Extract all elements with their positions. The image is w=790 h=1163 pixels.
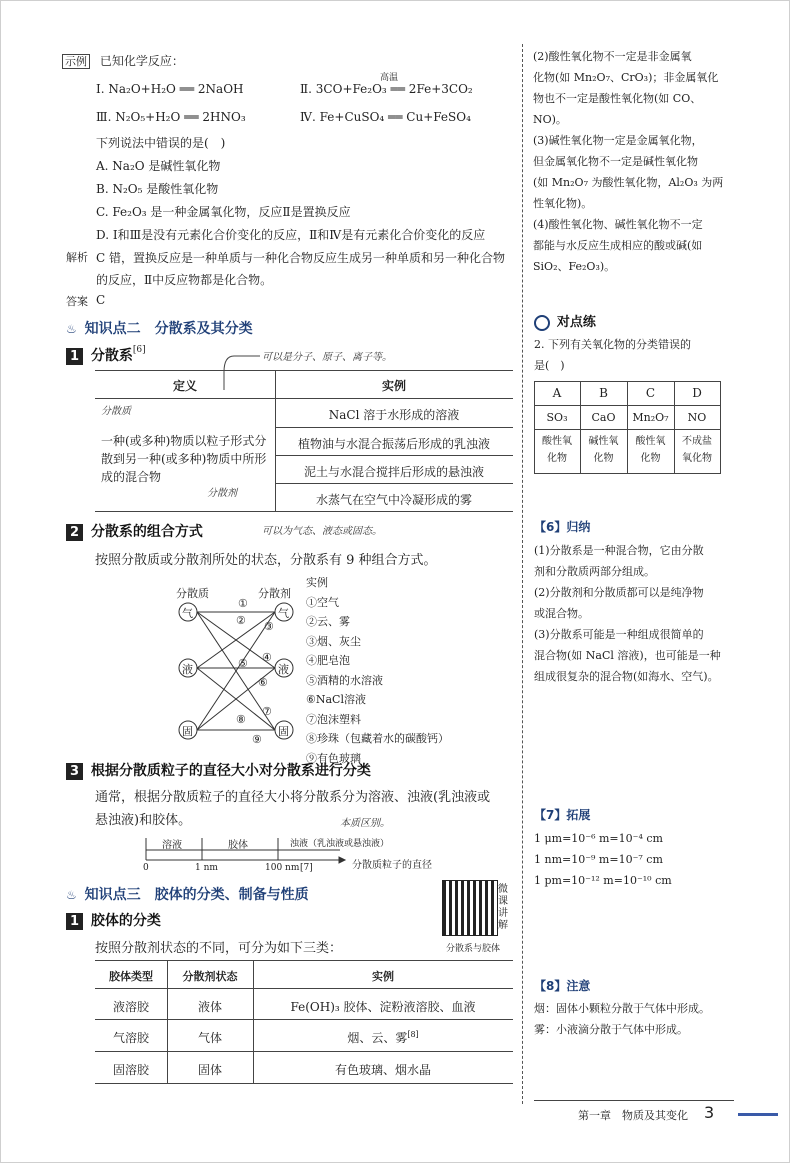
practice-question xyxy=(534,334,754,376)
sb-p3-4: 性氧化物)。 xyxy=(533,197,593,210)
s2-text: 按照分散质或分散剂所处的状态，分散系有 9 种组合方式。 xyxy=(95,553,437,568)
n8-2: 雾：小液滴分散于气体中形成。 xyxy=(534,1023,688,1036)
answer-value: C xyxy=(96,293,106,307)
def-note-top: 分散质 xyxy=(101,406,131,417)
combo-examples xyxy=(306,573,449,768)
combo-example-2: ②云、雾 xyxy=(306,615,350,628)
qr-side-label: 微课讲解 xyxy=(498,884,508,931)
sb-p4-2: 都能与水反应生成相应的酸或碱(如 xyxy=(533,239,703,252)
note6-body xyxy=(534,540,756,687)
practice-q-1: 2. 下列有关氧化物的分类错误的 xyxy=(534,338,691,351)
practice-table xyxy=(534,381,721,474)
combo-num-2: ② xyxy=(236,614,246,627)
n6-2: 剂和分散质两部分组成。 xyxy=(534,565,655,578)
combo-num-6: ⑥ xyxy=(258,676,268,689)
colloid-row-3-state: 固体 xyxy=(197,1063,222,1077)
pt-r1-b: CaO xyxy=(591,411,616,424)
sb-p2-2: 化物(如 Mn₂O₇、CrO₃)；非金属氧化 xyxy=(533,71,719,84)
reaction-2: Ⅱ. 3CO+Fe₂O₃ ══ 2Fe+3CO₂ xyxy=(300,82,473,96)
example-row-4: 水蒸气在空气中冷凝形成的雾 xyxy=(315,493,472,507)
note7-body xyxy=(534,828,756,891)
pt-head-b: B xyxy=(599,386,608,400)
sb-p3-1: (3)碱性氧化物一定是金属氧化物， xyxy=(533,134,703,147)
state-liquid-left: 液 xyxy=(182,663,193,676)
reaction-2-condition: 高温 xyxy=(380,73,399,83)
colloid-row-3-example: 有色玻璃、烟水晶 xyxy=(334,1063,431,1077)
kp2-title: 知识点二 分散系及其分类 xyxy=(84,321,253,337)
kp3-s1-title: 胶体的分类 xyxy=(90,913,161,929)
s1-title: 分散系 xyxy=(90,348,133,364)
pt-r1-d: NO xyxy=(687,411,707,424)
diagram-right-label: 分散剂 xyxy=(258,587,291,600)
option-b: B. N₂O₅ 是酸性氧化物 xyxy=(96,182,219,196)
note8-title: 【8】注意 xyxy=(534,979,591,993)
pt-head-a: A xyxy=(552,386,562,400)
kp3-heading xyxy=(66,884,309,904)
analysis-line-2: 的反应，Ⅱ中反应物都是化合物。 xyxy=(96,273,273,287)
footer-accent-bar xyxy=(738,1113,778,1116)
pt-r2-c xyxy=(627,433,674,467)
state-liquid-right: 液 xyxy=(278,663,289,676)
colloid-row-2-ref: [8] xyxy=(407,1030,419,1039)
example-tag: 示例 xyxy=(62,54,90,69)
kp3-title: 知识点三 胶体的分类、制备与性质 xyxy=(84,887,309,903)
sb-p2-1: (2)酸性氧化物不一定是非金属氧 xyxy=(533,50,692,63)
sb-p4-1: (4)酸性氧化物、碱性氧化物不一定 xyxy=(533,218,703,231)
example-row-1: NaCl 溶于水形成的溶液 xyxy=(328,408,460,422)
reaction-1: Ⅰ. Na₂O+H₂O ══ 2NaOH xyxy=(96,82,244,96)
n7-1: 1 μm=10⁻⁶ m=10⁻⁴ cm xyxy=(534,832,663,845)
pt-r2-b-1: 碱性氧 xyxy=(588,436,619,447)
def-line-2: 散到另一种(或多种)物质中所形 xyxy=(101,452,267,466)
analysis-tag xyxy=(66,249,88,265)
def-line-3: 成的混合物 xyxy=(101,470,162,484)
th-colloid-type: 胶体类型 xyxy=(109,970,153,983)
sb-p4-3: SiO₂、Fe₂O₃)。 xyxy=(533,260,616,273)
n6-5: (3)分散系可能是一种组成很简单的 xyxy=(534,628,704,641)
state-gas-right: 气 xyxy=(278,607,289,620)
qr-caption: 分散系与胶体 xyxy=(446,944,501,954)
section-number: 1 xyxy=(66,348,83,365)
s3-text-2: 悬浊液)和胶体。 xyxy=(95,813,192,828)
note7-title: 【7】拓展 xyxy=(534,808,591,822)
state-solid-right: 固 xyxy=(278,725,289,738)
pt-r2-d-2: 氧化物 xyxy=(682,453,712,464)
state-gas-left: 气 xyxy=(182,607,193,620)
kp3-s1-heading xyxy=(66,910,161,930)
kp2-s1-heading xyxy=(66,345,146,365)
state-solid-left: 固 xyxy=(182,725,193,738)
practice-heading xyxy=(534,311,596,331)
combo-num-9: ⑨ xyxy=(252,733,262,746)
option-c: C. Fe₂O₃ 是一种金属氧化物，反应Ⅱ是置换反应 xyxy=(96,205,351,219)
axis-tick-1: 1 nm xyxy=(195,863,218,873)
kp2-s3-heading xyxy=(66,760,371,780)
colloid-row-2-type: 气溶胶 xyxy=(112,1031,149,1045)
combo-example-7: ⑦泡沫塑料 xyxy=(306,712,361,726)
combo-num-3: ③ xyxy=(264,620,274,633)
dispersion-table xyxy=(95,370,513,512)
answer-label: 答案 xyxy=(66,295,88,308)
axis-seg-colloid: 胶体 xyxy=(228,840,248,851)
n6-4: 或混合物。 xyxy=(534,607,589,620)
example-row-3: 泥土与水混合搅拌后形成的悬浊液 xyxy=(303,465,484,479)
combo-num-5: ⑤ xyxy=(238,657,248,670)
flask-icon: ♨ xyxy=(66,322,77,336)
option-a: A. Na₂O 是碱性氧化物 xyxy=(96,159,221,173)
colloid-row-1-type: 液溶胶 xyxy=(112,1000,149,1014)
combo-examples-title: 实例 xyxy=(306,576,328,589)
colloid-row-1-example: Fe(OH)₃ 胶体、淀粉液溶胶、血液 xyxy=(290,1000,476,1014)
footer-page-number: 3 xyxy=(704,1103,715,1122)
n6-6: 混合物(如 NaCl 溶液)，也可能是一种 xyxy=(534,649,721,662)
sb-p3-3: (如 Mn₂O₇ 为酸性氧化物，Al₂O₃ 为两 xyxy=(533,176,724,189)
sb-p2-3: 物也不一定是酸性氧化物(如 CO、 xyxy=(533,92,702,105)
flask-icon: ♨ xyxy=(66,888,77,902)
s3-text-1: 通常，根据分散质粒子的直径大小将分散系分为溶液、浊液(乳浊液或 xyxy=(95,790,491,805)
question-stem: 下列说法中错误的是( ) xyxy=(96,136,226,150)
combo-example-6: ⑥NaCl溶液 xyxy=(306,693,366,706)
pt-head-c: C xyxy=(645,386,656,400)
n7-3: 1 pm=10⁻¹² m=10⁻¹⁰ cm xyxy=(534,874,672,887)
kp2-s2-heading xyxy=(66,521,203,541)
note8-body xyxy=(534,998,756,1040)
pt-r2-c-1: 酸性氧 xyxy=(635,436,666,447)
pt-r2-a-1: 酸性氧 xyxy=(542,436,572,447)
s3-handnote: 本质区别。 xyxy=(340,818,390,829)
axis-seg-solution: 溶液 xyxy=(162,840,182,851)
combo-num-7: ⑦ xyxy=(262,705,272,718)
footer-rule xyxy=(534,1100,734,1101)
note6-title: 【6】归纳 xyxy=(534,520,591,534)
reaction-3: Ⅲ. N₂O₅+H₂O ══ 2HNO₃ xyxy=(96,110,246,124)
colloid-table xyxy=(95,960,513,1084)
pt-r2-a xyxy=(534,433,580,467)
section-number-kp3: 1 xyxy=(66,913,83,930)
s1-handnote: 可以是分子、原子、离子等。 xyxy=(262,352,392,363)
analysis-line-1: C 错，置换反应是一种单质与一种化合物反应生成另一种单质和另一种化合物 xyxy=(96,251,505,265)
pt-r2-d-1: 不成盐 xyxy=(682,436,712,447)
n6-1: (1)分散系是一种混合物，它由分散 xyxy=(534,544,704,557)
section-number-3: 3 xyxy=(66,763,83,780)
combo-example-9: ⑨有色玻璃 xyxy=(306,751,361,765)
def-line-1: 一种(或多种)物质以粒子形式分 xyxy=(101,434,267,448)
option-d: D. Ⅰ和Ⅲ是没有元素化合价变化的反应，Ⅱ和Ⅳ是有元素化合价变化的反应 xyxy=(96,228,486,242)
th-dispersant-state: 分散剂状态 xyxy=(182,970,238,983)
reaction-4: Ⅳ. Fe+CuSO₄ ══ Cu+FeSO₄ xyxy=(300,110,471,124)
practice-title: 对点练 xyxy=(556,315,596,330)
pt-r2-b xyxy=(580,433,627,467)
colloid-row-2-example-text: 烟、云、雾 xyxy=(347,1031,408,1045)
def-note-bottom: 分散剂 xyxy=(207,488,237,499)
kp2-heading xyxy=(66,318,253,338)
footer-chapter: 第一章 物质及其变化 xyxy=(578,1109,688,1122)
s3-title: 根据分散质粒子的直径大小对分散系进行分类 xyxy=(90,763,371,779)
kp3-s1-text: 按照分散剂状态的不同，可分为如下三类： xyxy=(95,941,343,956)
th-example: 实例 xyxy=(381,379,406,393)
target-icon xyxy=(534,315,550,331)
pt-r1-c: Mn₂O₇ xyxy=(632,411,669,424)
n7-2: 1 nm=10⁻⁹ m=10⁻⁷ cm xyxy=(534,853,663,866)
axis-seg-turbid: 浊液（乳浊液或悬浊液） xyxy=(290,839,390,849)
s2-title: 分散系的组合方式 xyxy=(90,524,203,540)
combo-example-8: ⑧珍珠（包藏着水的碳酸钙） xyxy=(306,732,449,745)
answer-tag xyxy=(66,293,88,309)
sb-p2-4: NO)。 xyxy=(533,113,567,126)
example-block xyxy=(62,52,184,69)
pt-head-d: D xyxy=(692,386,702,400)
sidebar-oxides-notes xyxy=(533,46,755,277)
n6-7: 组成很复杂的混合物(如海水、空气)。 xyxy=(534,670,719,683)
example-row-2: 植物油与水混合振荡后形成的乳浊液 xyxy=(297,437,490,451)
pt-r1-a: SO₃ xyxy=(546,411,568,424)
axis-label: 分散质粒子的直径 xyxy=(352,860,432,871)
axis-tick-100: 100 nm xyxy=(265,863,300,873)
colloid-row-2-example xyxy=(253,1029,513,1046)
s1-ref: [6] xyxy=(132,345,146,355)
combo-num-1: ① xyxy=(238,597,248,610)
pt-r2-b-2: 化物 xyxy=(593,453,614,464)
s2-handnote: 可以为气态、液态或固态。 xyxy=(262,526,382,537)
combo-example-4: ④肥皂泡 xyxy=(306,654,350,667)
sb-p3-2: 但金属氧化物不一定是碱性氧化物 xyxy=(533,155,698,168)
colloid-row-3-type: 固溶胶 xyxy=(112,1063,149,1077)
combo-example-3: ③烟、灰尘 xyxy=(306,634,361,648)
section-number-2: 2 xyxy=(66,524,83,541)
column-divider xyxy=(522,44,523,1104)
combo-example-5: ⑤酒精的水溶液 xyxy=(306,673,383,687)
combo-num-8: ⑧ xyxy=(236,713,246,726)
axis-ref: [7] xyxy=(300,863,313,873)
diagram-left-label: 分散质 xyxy=(176,587,209,600)
practice-q-2: 是( ) xyxy=(534,359,565,372)
pt-r2-a-2: 化物 xyxy=(547,453,567,464)
combo-num-4: ④ xyxy=(262,651,272,664)
colloid-row-2-state: 气体 xyxy=(197,1031,222,1045)
colloid-row-1-state: 液体 xyxy=(197,1000,222,1014)
analysis-label: 解析 xyxy=(66,251,88,264)
n6-3: (2)分散剂和分散质都可以是纯净物 xyxy=(534,586,704,599)
pt-r2-d xyxy=(674,433,720,467)
qr-code[interactable] xyxy=(442,880,498,936)
combo-example-1: ①空气 xyxy=(306,595,339,609)
example-intro: 已知化学反应： xyxy=(99,54,184,68)
axis-tick-0: 0 xyxy=(143,863,149,873)
th-definition: 定义 xyxy=(172,379,197,393)
pt-r2-c-2: 化物 xyxy=(640,453,661,464)
n8-1: 烟：固体小颗粒分散于气体中形成。 xyxy=(534,1002,710,1015)
th-colloid-example: 实例 xyxy=(372,970,394,983)
